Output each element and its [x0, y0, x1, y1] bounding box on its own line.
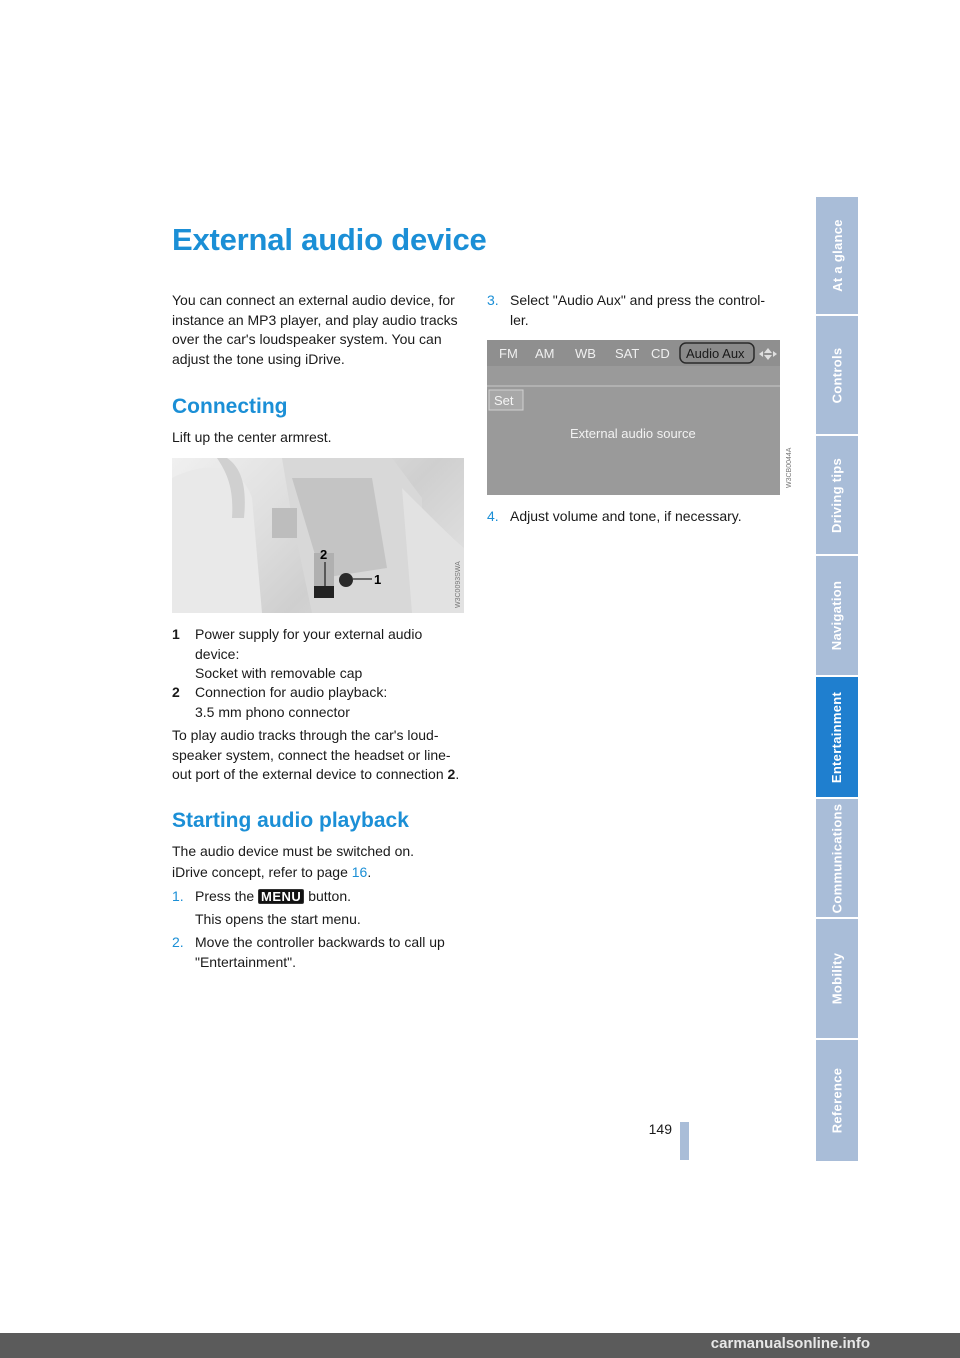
tab-mobility[interactable] — [816, 919, 858, 1038]
connection-line3-text: out port of the external device to connection — [172, 766, 448, 782]
connection-line2: speaker system, connect the headset or line- — [172, 746, 451, 763]
tab-driving-tips-label: Driving tips — [829, 457, 845, 533]
starting-heading: Starting audio playback — [172, 809, 409, 832]
connecting-heading: Connecting — [172, 395, 288, 418]
screen-code-box — [783, 440, 793, 490]
screen-tab-cd: CD — [651, 346, 670, 361]
legend-1-line1: Power supply for your external audio — [195, 626, 423, 642]
page-number: 149 — [648, 1121, 672, 1137]
screen-tab-am: AM — [535, 346, 555, 361]
step-2 — [172, 933, 475, 972]
screen-tab-fm: FM — [499, 346, 518, 361]
step-3-line1: Select "Audio Aux" and press the control- — [510, 292, 766, 308]
legend-2-line2: 3.5 mm phono connector — [195, 703, 350, 720]
tab-communications-label: Communications — [829, 803, 845, 913]
step-1-line — [195, 887, 475, 907]
tab-mobility-label: Mobility — [829, 952, 845, 1005]
tab-at-a-glance[interactable] — [816, 197, 858, 314]
legend-1-line2: device: — [195, 645, 240, 662]
photo-callout-1: 1 — [374, 572, 382, 587]
tab-controls[interactable] — [816, 316, 858, 434]
lift-instruction: Lift up the center armrest. — [172, 429, 332, 445]
step-1-num: 1. — [172, 888, 184, 904]
tab-navigation[interactable] — [816, 556, 858, 675]
step-3-num: 3. — [487, 292, 499, 308]
screen-code-svg — [783, 440, 793, 490]
screen-tab-wb: WB — [575, 346, 596, 361]
legend-2-line1: Connection for audio playback: — [195, 684, 388, 700]
connection-line3-end: . — [455, 766, 460, 782]
idrive-screen-graphic — [487, 340, 780, 495]
connection-ref: 2 — [447, 766, 456, 782]
legend-item-2 — [172, 683, 475, 722]
tab-entertainment-label: Entertainment — [829, 691, 845, 783]
step-1-pre: Press the — [195, 888, 259, 904]
menu-key-icon: MENU — [258, 889, 304, 904]
screen-code: W3CB0044A — [786, 447, 793, 488]
legend-1-line3: Socket with removable cap — [195, 665, 363, 681]
watermark-bar — [0, 1333, 960, 1358]
screen-tab-audio-aux: Audio Aux — [686, 346, 745, 361]
tab-entertainment[interactable] — [816, 677, 858, 797]
armrest-illustration — [172, 458, 464, 613]
tab-reference-label: Reference — [829, 1067, 845, 1134]
step-2-num: 2. — [172, 934, 184, 950]
idrive-screen — [487, 340, 780, 495]
tab-driving-tips[interactable] — [816, 436, 858, 554]
step-4 — [487, 507, 790, 527]
connection-paragraph — [172, 726, 472, 785]
step-1-sub: This opens the start menu. — [195, 910, 361, 927]
step-1-post: button. — [304, 888, 352, 904]
photo-code: W3C0093SWA — [455, 561, 462, 608]
legend-num-1: 1 — [172, 626, 180, 642]
idrive-text: iDrive concept, refer to page — [172, 864, 352, 880]
tab-navigation-label: Navigation — [829, 580, 845, 651]
step-3-line2: ler. — [510, 311, 529, 328]
page-marker-bar — [680, 1122, 689, 1160]
step-3 — [487, 291, 790, 330]
intro-text: You can connect an external audio device, for instance an MP3 player, and play audio tracks over the car's loudspeaker system. You can adjust the tone using iDrive. — [172, 292, 458, 367]
legend-item-1 — [172, 625, 475, 684]
step-4-line: Adjust volume and tone, if necessary. — [510, 508, 742, 524]
screen-set-button: Set — [494, 393, 514, 408]
legend-num-2: 2 — [172, 684, 180, 700]
step-1 — [172, 887, 475, 929]
tab-controls-label: Controls — [829, 347, 845, 403]
section-tabs — [816, 197, 858, 1161]
watermark-text: carmanualsonline.info — [710, 1335, 870, 1352]
screen-tab-sat: SAT — [615, 346, 640, 361]
tab-communications[interactable] — [816, 799, 858, 917]
connection-line3 — [172, 765, 472, 785]
intro-paragraph — [172, 291, 468, 369]
switched-on-note: The audio device must be switched on. — [172, 843, 415, 859]
step-2-line2: "Entertainment". — [195, 953, 296, 970]
screen-message: External audio source — [570, 426, 696, 441]
tab-at-a-glance-label: At a glance — [829, 219, 845, 292]
idrive-page-link[interactable]: 16 — [351, 864, 368, 880]
connection-line1: To play audio tracks through the car's loud- — [172, 727, 439, 743]
page-title: External audio device — [172, 222, 487, 257]
step-4-num: 4. — [487, 508, 499, 524]
idrive-reference — [172, 864, 371, 880]
photo-callout-2: 2 — [320, 547, 328, 562]
idrive-end: . — [367, 864, 372, 880]
armrest-photo — [172, 458, 464, 613]
tab-reference[interactable] — [816, 1040, 858, 1161]
step-2-line1: Move the controller backwards to call up — [195, 934, 445, 950]
